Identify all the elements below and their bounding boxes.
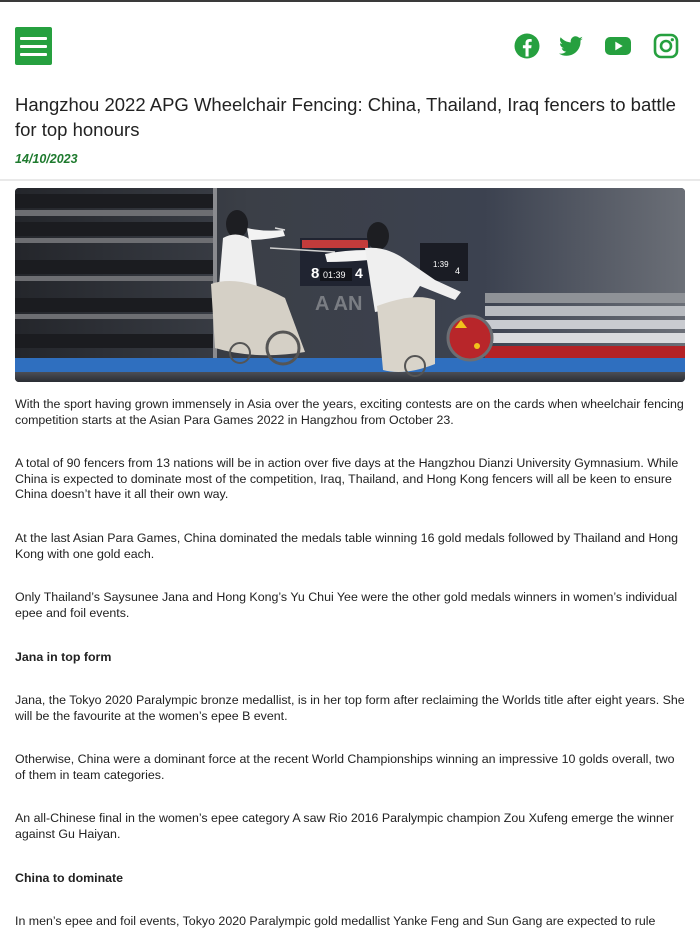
article-title: Hangzhou 2022 APG Wheelchair Fencing: China, Thailand, Iraq fencers to battle for top honours — [15, 94, 676, 140]
article-date: 14/10/2023 — [15, 152, 78, 166]
instagram-icon — [652, 32, 680, 60]
menu-bar — [20, 45, 47, 48]
side-board-time: 1:39 — [433, 260, 449, 269]
wheelchair-fencing-photo — [15, 188, 685, 382]
article-paragraph: An all-Chinese final in the women’s epee category A saw Rio 2016 Paralympic champion Zou Xufeng emerge the winner against Gu Haiyan. — [15, 811, 674, 841]
youtube-icon — [604, 32, 632, 60]
article-paragraph: In men’s epee and foil events, Tokyo 2020 Paralympic gold medallist Yanke Feng and Sun Gang are expected to rule — [15, 914, 656, 928]
article-paragraph: With the sport having grown immensely in Asia over the years, exciting contests are on the cards when wheelchair fencing competition starts at the Asian Para Games 2022 in Hangzhou from October 23. — [15, 397, 684, 427]
facebook-icon — [513, 32, 541, 60]
twitter-icon — [557, 32, 585, 60]
article-paragraph: Only Thailand’s Saysunee Jana and Hong Kong’s Yu Chui Yee were the other gold medals winners in women’s individual epee and foil events. — [15, 590, 678, 620]
article-paragraph: Otherwise, China were a dominant force at the recent World Championships winning an impressive 10 golds overall, two of them in team categories. — [15, 752, 675, 782]
menu-bar — [20, 53, 47, 56]
score-time: 01:39 — [323, 270, 346, 280]
score-left: 8 — [311, 265, 320, 282]
hero-image — [15, 188, 685, 382]
article-paragraph: Jana, the Tokyo 2020 Paralympic bronze medallist, is in her top form after reclaiming the Worlds title after eight years. She will be the favourite at the women’s epee B event. — [15, 693, 685, 723]
youtube-link[interactable] — [604, 32, 632, 60]
floor-strip — [15, 358, 685, 372]
venue-banner-text: A AN — [315, 293, 363, 315]
side-board-score: 4 — [455, 266, 461, 276]
instagram-link[interactable] — [652, 32, 680, 60]
site-header — [0, 2, 700, 82]
section-heading: Jana in top form — [15, 650, 112, 664]
menu-bar — [20, 37, 47, 40]
article-paragraph: At the last Asian Para Games, China dominated the medals table winning 16 gold medals followed by Thailand and Hong Kong with one gold each. — [15, 531, 679, 561]
score-right: 4 — [355, 265, 363, 281]
hamburger-menu-button[interactable] — [15, 27, 52, 65]
facebook-link[interactable] — [513, 32, 541, 60]
section-heading: China to dominate — [15, 871, 124, 885]
twitter-link[interactable] — [557, 32, 585, 60]
header-divider — [0, 179, 700, 181]
article-paragraph: A total of 90 fencers from 13 nations will be in action over five days at the Hangzhou Dianzi University Gymnasium. While China is expected to dominate most of the competition, Iraq, Thailand, and Hong Kong fencers will all be keen to ensure China doesn’t have it all their own way. — [15, 456, 679, 501]
